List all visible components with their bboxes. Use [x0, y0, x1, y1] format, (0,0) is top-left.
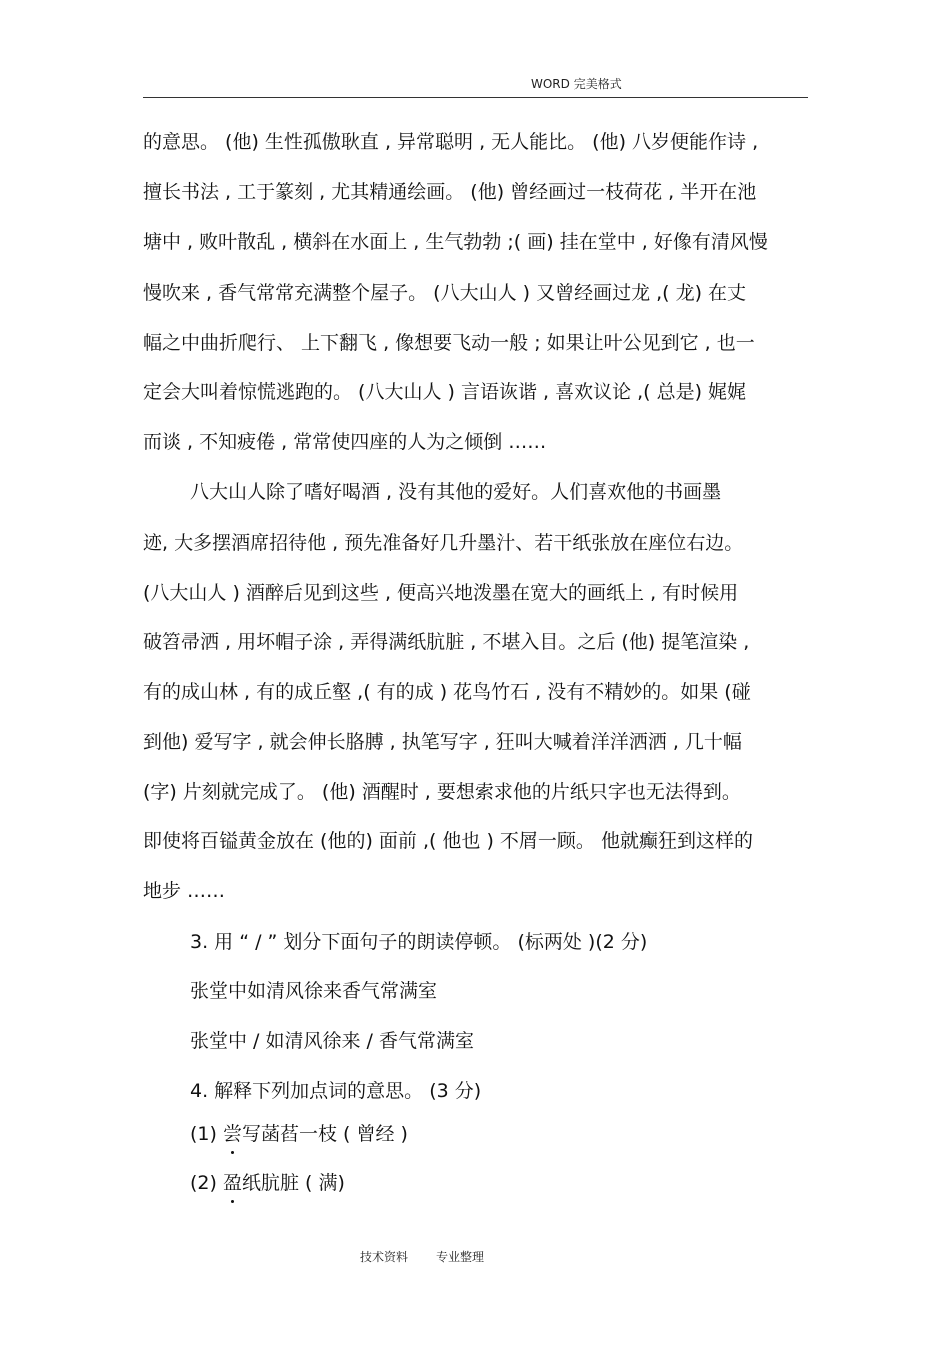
question-3-sentence: 张堂中如清风徐来香气常满室	[190, 980, 438, 1002]
item-number: (1)	[190, 1123, 223, 1145]
passage-line: 慢吹来 , 香气常常充满整个屋子。 (八大山人 ) 又曾经画过龙 ,( 龙) 在丈	[143, 282, 747, 304]
passage-line: (字) 片刻就完成了。 (他) 酒醒时 , 要想索求他的片纸只字也无法得到。	[143, 781, 741, 803]
header-text: WORD 完美格式	[531, 77, 622, 91]
passage-line: 迹, 大多摆酒席招待他 , 预先准备好几升墨汁、若干纸张放在座位右边。	[143, 532, 744, 554]
footer-right: 专业整理	[436, 1250, 485, 1264]
passage-line: 即使将百镒黄金放在 (他的) 面前 ,( 他也 ) 不屑一顾。 他就癫狂到这样的	[143, 830, 753, 852]
passage-line: 塘中 , 败叶散乱 , 横斜在水面上 , 生气勃勃 ;( 画) 挂在堂中 , 好像有清风慢	[143, 231, 768, 253]
passage-line: 破笤帚洒 , 用坏帽子涂 , 弄得满纸肮脏 , 不堪入目。之后 (他) 提笔渲染 ,	[143, 631, 750, 653]
passage-line: 地步 ……	[143, 880, 226, 902]
footer-left: 技术资料	[360, 1250, 409, 1264]
question-4-prompt: 4. 解释下列加点词的意思。 (3 分)	[190, 1080, 482, 1102]
question-4-item	[190, 1171, 345, 1195]
item-number: (2)	[190, 1172, 223, 1194]
item-text: 纸肮脏 ( 满)	[241, 1172, 345, 1194]
passage-line: 有的成山林 , 有的成丘壑 ,( 有的成 ) 花鸟竹石 , 没有不精妙的。如果 (碰	[143, 681, 751, 703]
item-text: 写菡萏一枝 ( 曾经 )	[241, 1123, 408, 1145]
passage-line: 擅长书法 , 工于篆刻 , 尤其精通绘画。 (他) 曾经画过一枝荷花 , 半开在池	[143, 181, 757, 203]
question-4-item	[190, 1122, 408, 1146]
passage-line: 幅之中曲折爬行、 上下翻飞 , 像想要飞动一般 ; 如果让叶公见到它 , 也一	[143, 332, 755, 354]
question-3-answer: 张堂中 / 如清风徐来 / 香气常满室	[190, 1030, 474, 1052]
page-footer	[360, 1248, 484, 1265]
passage-line: 八大山人除了嗜好喝酒 , 没有其他的爱好。人们喜欢他的书画墨	[190, 481, 722, 503]
passage-line: (八大山人 ) 酒醉后见到这些 , 便高兴地泼墨在宽大的画纸上 , 有时候用	[143, 582, 739, 604]
passage-line: 的意思。 (他) 生性孤傲耿直 , 异常聪明 , 无人能比。 (他) 八岁便能作诗 ,	[143, 131, 759, 153]
passage-line: 而谈 , 不知疲倦 , 常常使四座的人为之倾倒 ……	[143, 431, 547, 453]
dotted-word: 尝	[222, 1123, 242, 1145]
dotted-word: 盈	[222, 1172, 242, 1194]
passage-line: 到他) 爱写字 , 就会伸长胳膊 , 执笔写字 , 狂叫大喊着洋洋洒洒 , 几十幅	[143, 731, 742, 753]
passage-line: 定会大叫着惊慌逃跑的。 (八大山人 ) 言语诙谐 , 喜欢议论 ,( 总是) 娓娓	[143, 381, 747, 403]
page-header	[143, 75, 808, 98]
question-3-prompt: 3. 用 “ / ” 划分下面句子的朗读停顿。 (标两处 )(2 分)	[190, 931, 648, 953]
